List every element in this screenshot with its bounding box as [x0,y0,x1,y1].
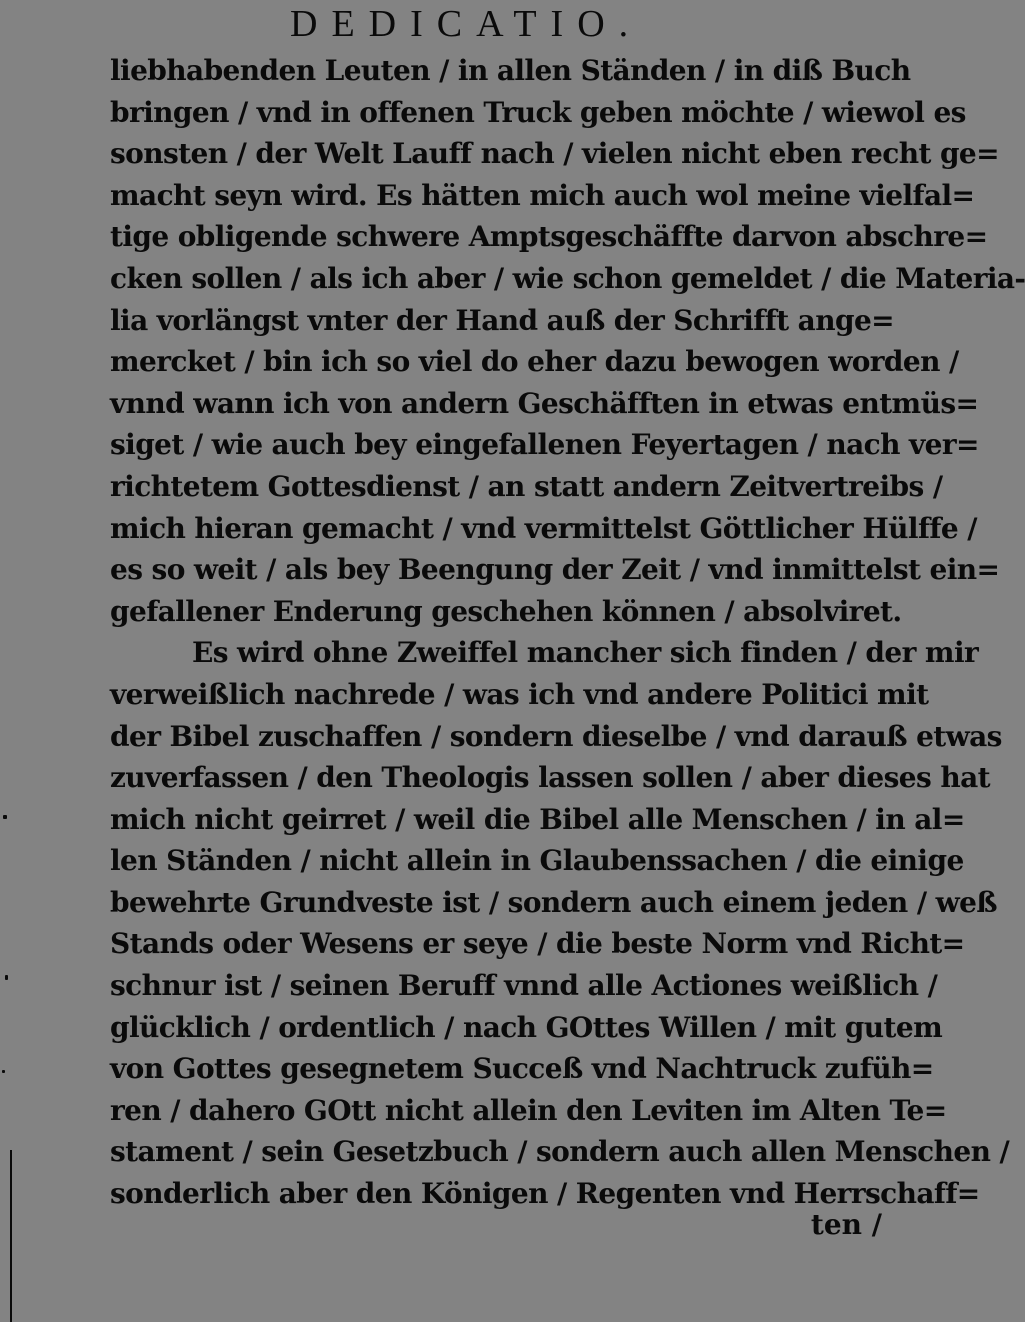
text-line: siget / wie auch bey eingefallenen Feyertagen / nach ver= [110,428,979,462]
text-line: Stands oder Wesens er seye / die beste Norm vnd Richt= [110,927,965,961]
scan-speck [2,1070,5,1073]
text-line: von Gottes gesegnetem Succeß vnd Nachtruck zufüh= [110,1052,934,1086]
text-line: schnur ist / seinen Beruff vnnd alle Actiones weißlich / [110,969,938,1003]
text-line: macht seyn wird. Es hätten mich auch wol meine vielfal= [110,178,975,212]
paragraph-start-line: Es wird ohne Zweiffel mancher sich finden / der mir [192,636,979,670]
catchword: ten / [810,1208,882,1241]
text-line: sonderlich aber den Königen / Regenten vnd Herrschaff= [110,1177,980,1211]
text-line: glücklich / ordentlich / nach GOttes Willen / mit gutem [110,1010,943,1044]
margin-rule [10,1150,12,1322]
text-line: bringen / vnd in offenen Truck geben möchte / wiewol es [110,95,966,129]
text-line: stament / sein Gesetzbuch / sondern auch allen Menschen / [110,1135,1010,1169]
scan-speck [3,815,7,819]
text-line: der Bibel zuschaffen / sondern dieselbe / vnd darauß etwas [110,719,1002,753]
running-head: DEDICATIO. [290,3,643,45]
paragraph-end-line: gefallener Enderung geschehen können / absolviret. [110,594,902,628]
text-line: len Ständen / nicht allein in Glaubenssachen / die einige [110,844,964,878]
text-line: zuverfassen / den Theologis lassen sollen / aber dieses hat [110,761,990,795]
text-line: es so weit / als bey Beengung der Zeit / vnd inmittelst ein= [110,553,1000,587]
text-line: ren / dahero GOtt nicht allein den Leviten im Alten Te= [110,1093,947,1127]
text-line: liebhabenden Leuten / in allen Ständen / in diß Buch [110,54,911,87]
text-line: vnnd wann ich von andern Geschäfften in etwas entmüs= [110,386,979,420]
text-line: richtetem Gottesdienst / an statt andern Zeitvertreibs / [110,469,943,503]
text-line: cken sollen / als ich aber / wie schon gemeldet / die Materia- [110,261,1025,295]
text-line: mercket / bin ich so viel do eher dazu bewogen worden / [110,345,959,379]
text-line: tige obligende schwere Amptsgeschäffte darvon abschre= [110,220,988,254]
text-line: sonsten / der Welt Lauff nach / vielen nicht eben recht ge= [110,137,1000,171]
text-line: bewehrte Grundveste ist / sondern auch einem jeden / weß [110,885,997,919]
text-line: mich nicht geirret / weil die Bibel alle Menschen / in al= [110,802,965,836]
scan-speck [5,975,8,980]
body-text [110,50,1025,1215]
text-line: lia vorlängst vnter der Hand auß der Schrifft ange= [110,303,895,337]
text-line: verweißlich nachrede / was ich vnd andere Politici mit [110,677,929,711]
text-line: mich hieran gemacht / vnd vermittelst Göttlicher Hülffe / [110,511,977,545]
